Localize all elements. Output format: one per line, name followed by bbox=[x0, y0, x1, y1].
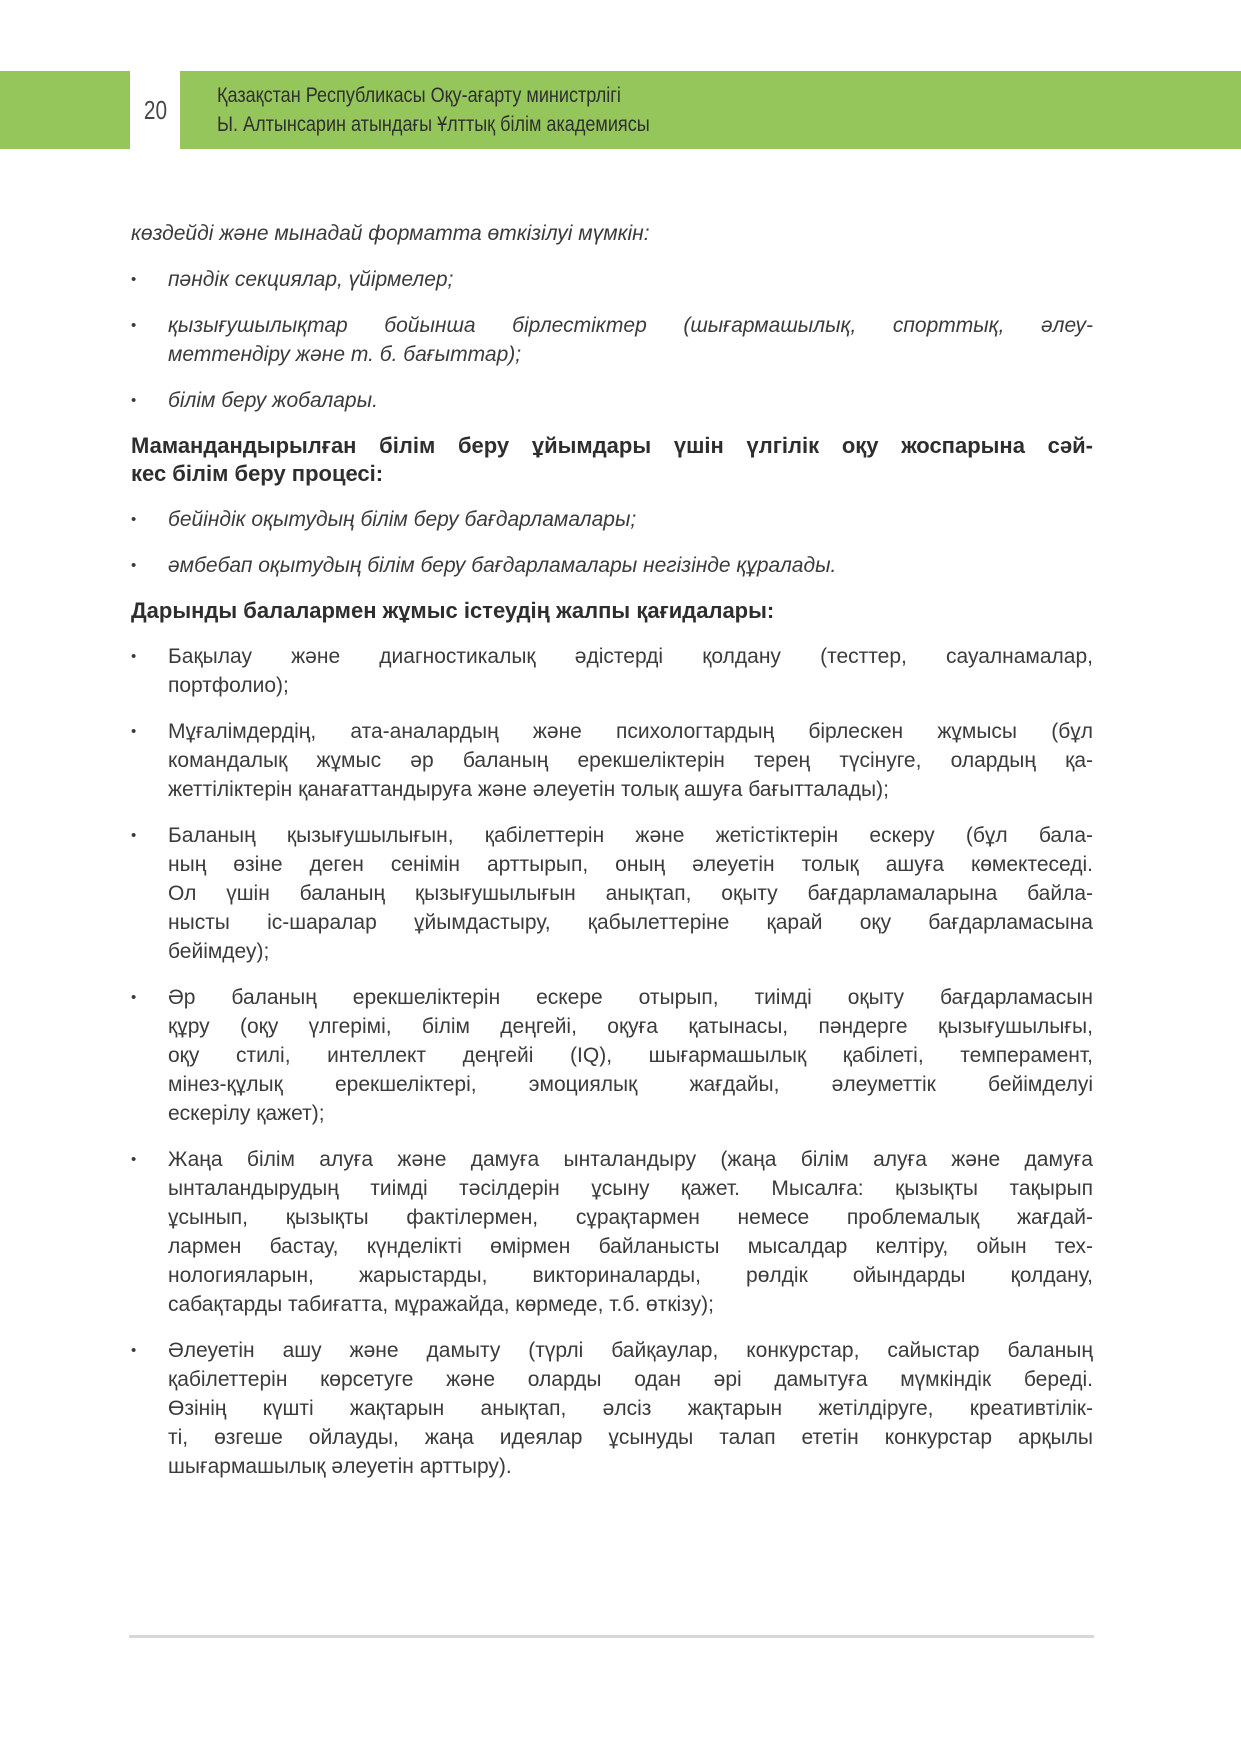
text-line: бейіндік оқытудың білім беру бағдарламалары; bbox=[168, 508, 637, 531]
content-blocks bbox=[131, 219, 1093, 1481]
bullet-item bbox=[131, 717, 1093, 804]
text-line: ұсынып, қызықты фактілермен, сұрақтармен немесе проблемалық жағдай- bbox=[168, 1206, 1093, 1229]
bullet-item bbox=[131, 642, 1093, 700]
bullet-item bbox=[131, 386, 1093, 415]
text-line: мінез-құлық ерекшеліктері, эмоциялық жағдайы, әлеуметтік бейімделуі bbox=[168, 1073, 1093, 1096]
text-line: нологияларын, жарыстарды, викториналарды, рөлдік ойындарды қолдану, bbox=[168, 1264, 1093, 1287]
text-line: оқу стилі, интеллект деңгейі (IQ), шығармашылық қабілеті, темперамент, bbox=[168, 1044, 1093, 1067]
text-line: бейімдеу); bbox=[168, 940, 270, 963]
text-line: әмбебап оқытудың білім беру бағдарламалары негізінде құралады. bbox=[168, 554, 837, 577]
bullet-item bbox=[131, 265, 1093, 294]
bullet-text bbox=[168, 551, 1093, 580]
bullet-text bbox=[168, 1145, 1093, 1319]
bullet-dot-icon: • bbox=[131, 648, 137, 665]
bullet-text bbox=[168, 265, 1093, 294]
bullet-item bbox=[131, 311, 1093, 369]
text-line: қабілеттерін көрсетуге және оларды одан әрі дамытуға мүмкіндік береді. bbox=[168, 1368, 1093, 1391]
text-line: сабақтарды табиғатта, мұражайда, көрмеде, т.б. өткізу); bbox=[168, 1293, 714, 1316]
bullet-dot-icon: • bbox=[131, 989, 137, 1006]
text-line: командалық жұмыс әр баланың ерекшеліктерін терең түсінуге, олардың қа- bbox=[168, 749, 1093, 772]
text-line: лармен бастау, күнделікті өмірмен байланысты мысалдар келтіру, ойын тех- bbox=[168, 1235, 1093, 1258]
text-line: пәндік секциялар, үйірмелер; bbox=[168, 268, 454, 291]
bullet-text bbox=[168, 311, 1093, 369]
bullet-dot-icon: • bbox=[131, 392, 137, 409]
page-number-gap bbox=[130, 71, 180, 149]
text-line: ті, өзгеше ойлауды, жаңа идеялар ұсынуды талап ететін конкурстар арқылы bbox=[168, 1426, 1093, 1449]
page-body bbox=[131, 219, 1093, 1498]
text-line: нысты іс-шаралар ұйымдастыру, қабылеттеріне қарай оқу бағдарламасына bbox=[168, 911, 1093, 934]
text-line: Баланың қызығушылығын, қабілеттерін және жетістіктерін ескеру (бұл бала- bbox=[168, 824, 1093, 847]
text-line: құру (оқу үлгерімі, білім деңгейі, оқуға қатынасы, пәндерге қызығушылығы, bbox=[168, 1015, 1093, 1038]
page-number: 20 bbox=[143, 94, 167, 125]
text-line: портфолио); bbox=[168, 674, 289, 697]
bullet-dot-icon: • bbox=[131, 1151, 137, 1168]
bullet-item bbox=[131, 983, 1093, 1128]
bullet-text bbox=[168, 983, 1093, 1128]
header-title-block bbox=[180, 71, 1241, 149]
text-line: Бақылау және диагностикалық әдістерді қолдану (тесттер, сауалнамалар, bbox=[168, 645, 1093, 668]
footer-divider-line bbox=[129, 1635, 1094, 1638]
text-line: білім беру жобалары. bbox=[168, 389, 378, 412]
header-org-line2: Ы. Алтынсарин атындағы Ұлттық білім академиясы bbox=[217, 113, 650, 136]
text-line: Өзінің күшті жақтарын анықтап, әлсіз жақтарын жетілдіруге, креативтілік- bbox=[168, 1397, 1093, 1420]
section-heading bbox=[131, 597, 1093, 625]
text-line: көздейді және мынадай форматта өткізілуі мүмкін: bbox=[131, 222, 650, 245]
text-line: Әр баланың ерекшеліктерін ескере отырып, тиімді оқыту бағдарламасын bbox=[168, 986, 1093, 1009]
bullet-text bbox=[168, 386, 1093, 415]
bullet-text bbox=[168, 1336, 1093, 1481]
bullet-text bbox=[168, 505, 1093, 534]
bullet-dot-icon: • bbox=[131, 827, 137, 844]
bullet-dot-icon: • bbox=[131, 1342, 137, 1359]
text-line: шығармашылық әлеуетін арттыру). bbox=[168, 1455, 512, 1478]
bullet-item bbox=[131, 1336, 1093, 1481]
text-line: ның өзіне деген сенімін арттырып, оның әлеуетін толық ашуға көмектеседі. bbox=[168, 853, 1093, 876]
text-line: қызығушылықтар бойынша бірлестіктер (шығармашылық, спорттық, әлеу- bbox=[168, 314, 1093, 337]
bullet-item bbox=[131, 505, 1093, 534]
text-line: кес білім беру процесі: bbox=[131, 461, 384, 486]
bullet-text bbox=[168, 642, 1093, 700]
text-line: Мамандандырылған білім беру ұйымдары үшін үлгілік оқу жоспарына сәй- bbox=[131, 433, 1093, 458]
bullet-dot-icon: • bbox=[131, 511, 137, 528]
bullet-dot-icon: • bbox=[131, 557, 137, 574]
text-line: Мұғалімдердің, ата-аналардың және психологтардың бірлескен жұмысы (бұл bbox=[168, 720, 1093, 743]
text-line: жеттіліктерін қанағаттандыруға және әлеуетін толық ашуға бағытталады); bbox=[168, 778, 889, 801]
bullet-dot-icon: • bbox=[131, 723, 137, 740]
bullet-text bbox=[168, 717, 1093, 804]
bullet-dot-icon: • bbox=[131, 317, 137, 334]
text-line: Әлеуетін ашу және дамыту (түрлі байқаулар, конкурстар, сайыстар баланың bbox=[168, 1339, 1093, 1362]
bullet-item bbox=[131, 1145, 1093, 1319]
header-org-line1: Қазақстан Республикасы Оқу-ағарту министрлігі bbox=[217, 84, 621, 107]
text-line: ынталандырудың тиімді тәсілдерін ұсыну қажет. Мысалға: қызықты тақырып bbox=[168, 1177, 1093, 1200]
text-line: Жаңа білім алуға және дамуға ынталандыру (жаңа білім алуға және дамуға bbox=[168, 1148, 1093, 1171]
text-line: Дарынды балалармен жұмыс істеудің жалпы қағидалары: bbox=[131, 598, 775, 623]
text-line: ескерілу қажет); bbox=[168, 1102, 325, 1125]
bullet-dot-icon: • bbox=[131, 271, 137, 288]
header-accent-block bbox=[0, 71, 130, 149]
bullet-item bbox=[131, 551, 1093, 580]
paragraph bbox=[131, 219, 1093, 248]
section-heading bbox=[131, 432, 1093, 488]
bullet-text bbox=[168, 821, 1093, 966]
page-header bbox=[0, 71, 1241, 149]
bullet-item bbox=[131, 821, 1093, 966]
text-line: Ол үшін баланың қызығушылығын анықтап, оқыту бағдарламаларына байла- bbox=[168, 882, 1093, 905]
text-line: меттендіру және т. б. бағыттар); bbox=[168, 343, 522, 366]
